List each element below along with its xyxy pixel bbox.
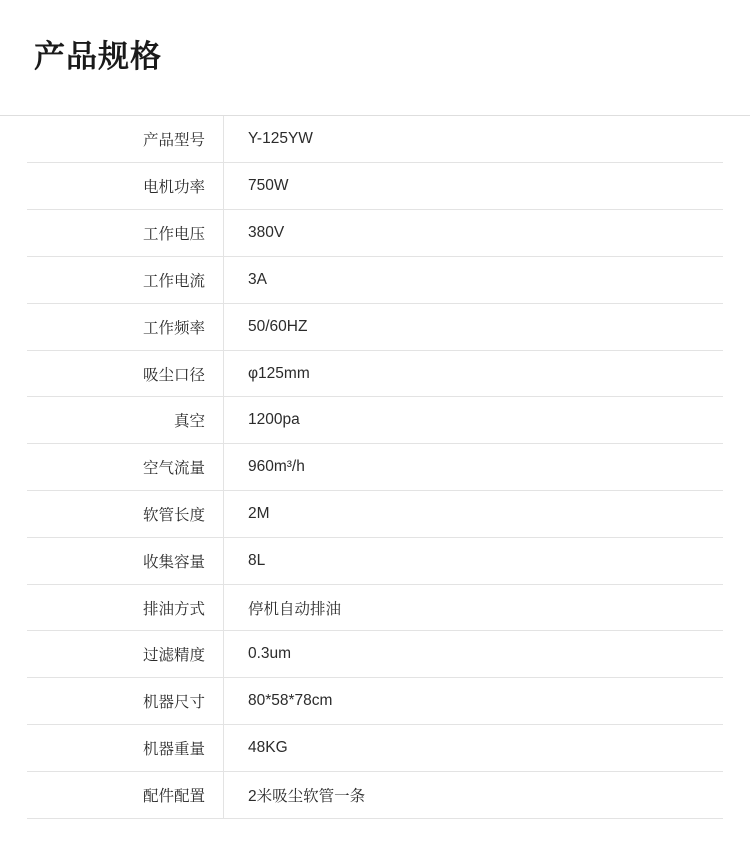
spec-label: 产品型号 [27,116,224,163]
spec-value: 750W [224,163,724,210]
table-row [27,350,723,397]
spec-value: 1200pa [224,397,724,444]
spec-value: 2M [224,491,724,538]
spec-label: 工作频率 [27,303,224,350]
spec-value: 8L [224,537,724,584]
spec-label: 吸尘口径 [27,350,224,397]
spec-value: 80*58*78cm [224,678,724,725]
table-row [27,303,723,350]
spec-value: 380V [224,210,724,257]
table-row [27,537,723,584]
spec-label: 机器尺寸 [27,678,224,725]
specification-table-body [27,116,723,818]
table-row [27,444,723,491]
spec-label: 配件配置 [27,771,224,818]
title-block [0,0,750,75]
spec-label: 空气流量 [27,444,224,491]
table-row [27,678,723,725]
spec-value: 48KG [224,725,724,772]
specification-table [27,116,723,818]
spec-label: 过滤精度 [27,631,224,678]
spec-label: 工作电流 [27,257,224,304]
spec-value: 停机自动排油 [224,584,724,631]
spec-value: 960m³/h [224,444,724,491]
spec-label: 机器重量 [27,725,224,772]
table-row [27,257,723,304]
table-row [27,771,723,818]
table-row [27,397,723,444]
table-row [27,725,723,772]
spec-label: 工作电压 [27,210,224,257]
table-row [27,116,723,163]
spec-label: 真空 [27,397,224,444]
table-row [27,163,723,210]
spec-value: 2米吸尘软管一条 [224,771,724,818]
table-row [27,210,723,257]
spec-value: 0.3um [224,631,724,678]
table-row [27,631,723,678]
spec-label: 软管长度 [27,491,224,538]
table-row [27,491,723,538]
table-row [27,584,723,631]
spec-label: 收集容量 [27,537,224,584]
spec-label: 电机功率 [27,163,224,210]
page-title: 产品规格 [34,39,162,74]
spec-label: 排油方式 [27,584,224,631]
spec-value: 3A [224,257,724,304]
spec-value: Y-125YW [224,116,724,163]
spec-value: 50/60HZ [224,303,724,350]
spec-value: φ125mm [224,350,724,397]
